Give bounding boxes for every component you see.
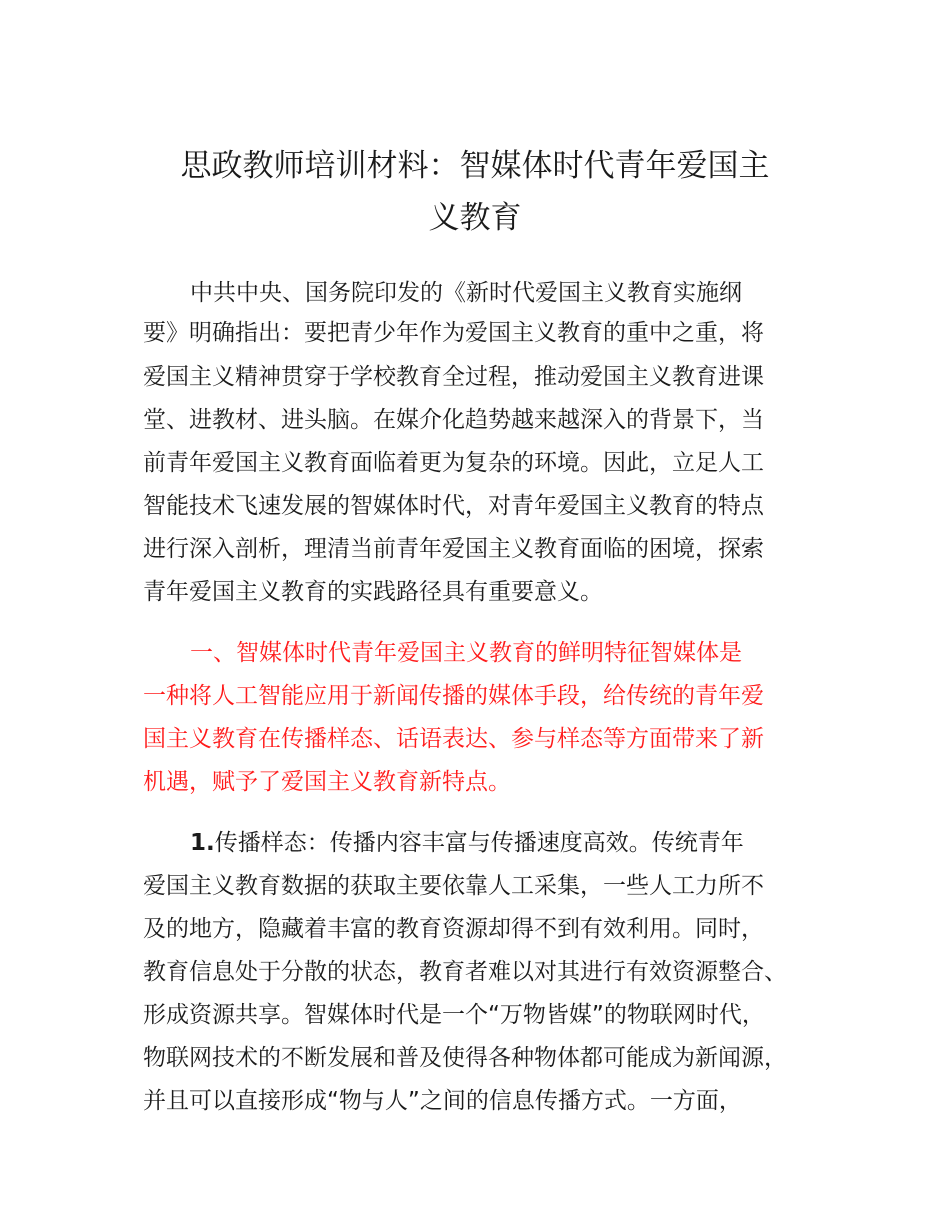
paragraph-line: 物联网技术的不断发展和普及使得各种物体都可能成为新闻源，	[143, 1045, 787, 1071]
paragraph-line: 并且可以直接形成“物与人”之间的信息传播方式。一方面，	[143, 1088, 742, 1114]
paragraph-line: 爱国主义教育数据的获取主要依靠人工采集，一些人工力所不	[143, 873, 764, 899]
paragraph-line: 爱国主义精神贯穿于学校教育全过程，推动爱国主义教育进课	[143, 364, 764, 390]
paragraph-line: 堂、进教材、进头脑。在媒介化趋势越来越深入的背景下，当	[143, 407, 764, 433]
section-heading-line: 一种将人工智能应用于新闻传播的媒体手段，给传统的青年爱	[143, 683, 764, 709]
document-title	[140, 140, 810, 244]
title-line-1: 思政教师培训材料：智媒体时代青年爱国主	[180, 148, 770, 184]
paragraph-line: 及的地方，隐藏着丰富的教育资源却得不到有效利用。同时，	[143, 916, 764, 942]
paragraph-line: 青年爱国主义教育的实践路径具有重要意义。	[143, 579, 603, 605]
item-first-text: 传播样态：传播内容丰富与传播速度高效。传统青年	[214, 830, 744, 856]
section-heading-line: 一、智媒体时代青年爱国主义教育的鲜明特征智媒体是	[190, 640, 742, 666]
paragraph-line: 形成资源共享。智媒体时代是一个“万物皆媒”的物联网时代，	[143, 1002, 765, 1028]
paragraph-line: 要》明确指出：要把青少年作为爱国主义教育的重中之重，将	[143, 320, 764, 346]
item-number: 1.	[190, 830, 215, 856]
section-heading-line: 国主义教育在传播样态、话语表达、参与样态等方面带来了新	[143, 726, 764, 752]
title-line-2: 义教育	[428, 200, 522, 236]
paragraph-line: 教育信息处于分散的状态，教育者难以对其进行有效资源整合、	[143, 959, 787, 985]
section-heading-line: 机遇，赋予了爱国主义教育新特点。	[143, 769, 511, 795]
paragraph-line: 前青年爱国主义教育面临着更为复杂的环境。因此，立足人工	[143, 450, 764, 476]
paragraph-line: 进行深入剖析，理清当前青年爱国主义教育面临的困境，探索	[143, 536, 764, 562]
item-first-line	[190, 828, 744, 858]
paragraph-line: 中共中央、国务院印发的《新时代爱国主义教育实施纲	[190, 280, 742, 306]
paragraph-line: 智能技术飞速发展的智媒体时代，对青年爱国主义教育的特点	[143, 493, 764, 519]
